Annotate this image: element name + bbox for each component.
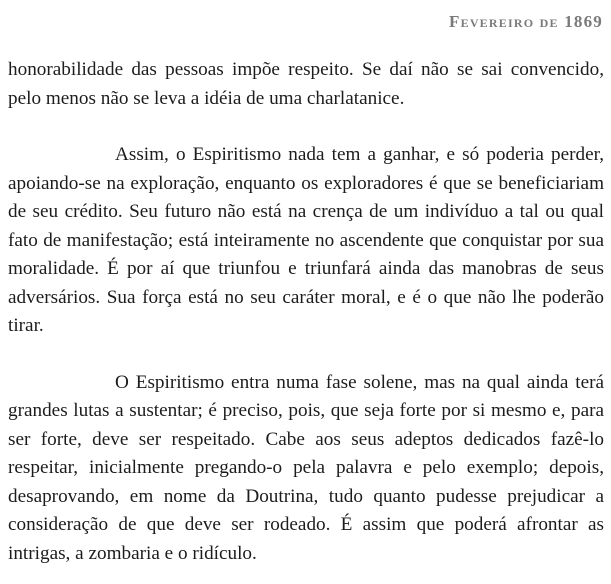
body-text <box>8 56 604 568</box>
paragraph: Assim, o Espiritismo nada tem a ganhar, e só poderia perder, apoiando-se na exploração, enquanto os exploradores é que se beneficiariam de seu crédito. Seu futuro não está na crença de um indivíduo a tal ou qual fato de manifestação; está inteiramente no ascendente que conquistar por sua moralidade. É por aí que triunfou e triunfará ainda das manobras de seus adversários. Sua força está no seu caráter moral, e é o que não lhe poderão tirar. <box>8 144 604 336</box>
paragraph: O Espiritismo entra numa fase solene, mas na qual ainda terá grandes lutas a sustentar; é preciso, pois, que seja forte por si mesmo e, para ser forte, deve ser respeitado. Cabe aos seus adeptos dedicados fazê-lo respeitar, inicialmente pregando-o pela palavra e pelo exemplo; depois, desaprovando, em nome da Doutrina, tudo quanto pudesse prejudicar a consideração de que deve ser rodeado. É assim que poderá afrontar as intrigas, a zombaria e o ridículo. <box>8 371 604 564</box>
running-header: Fevereiro de 1869 <box>449 12 603 31</box>
paragraph-continued: honorabilidade das pessoas impõe respeito. Se daí não se sai convencido, pelo menos não se leva a idéia de uma charlatanice. <box>8 59 604 109</box>
